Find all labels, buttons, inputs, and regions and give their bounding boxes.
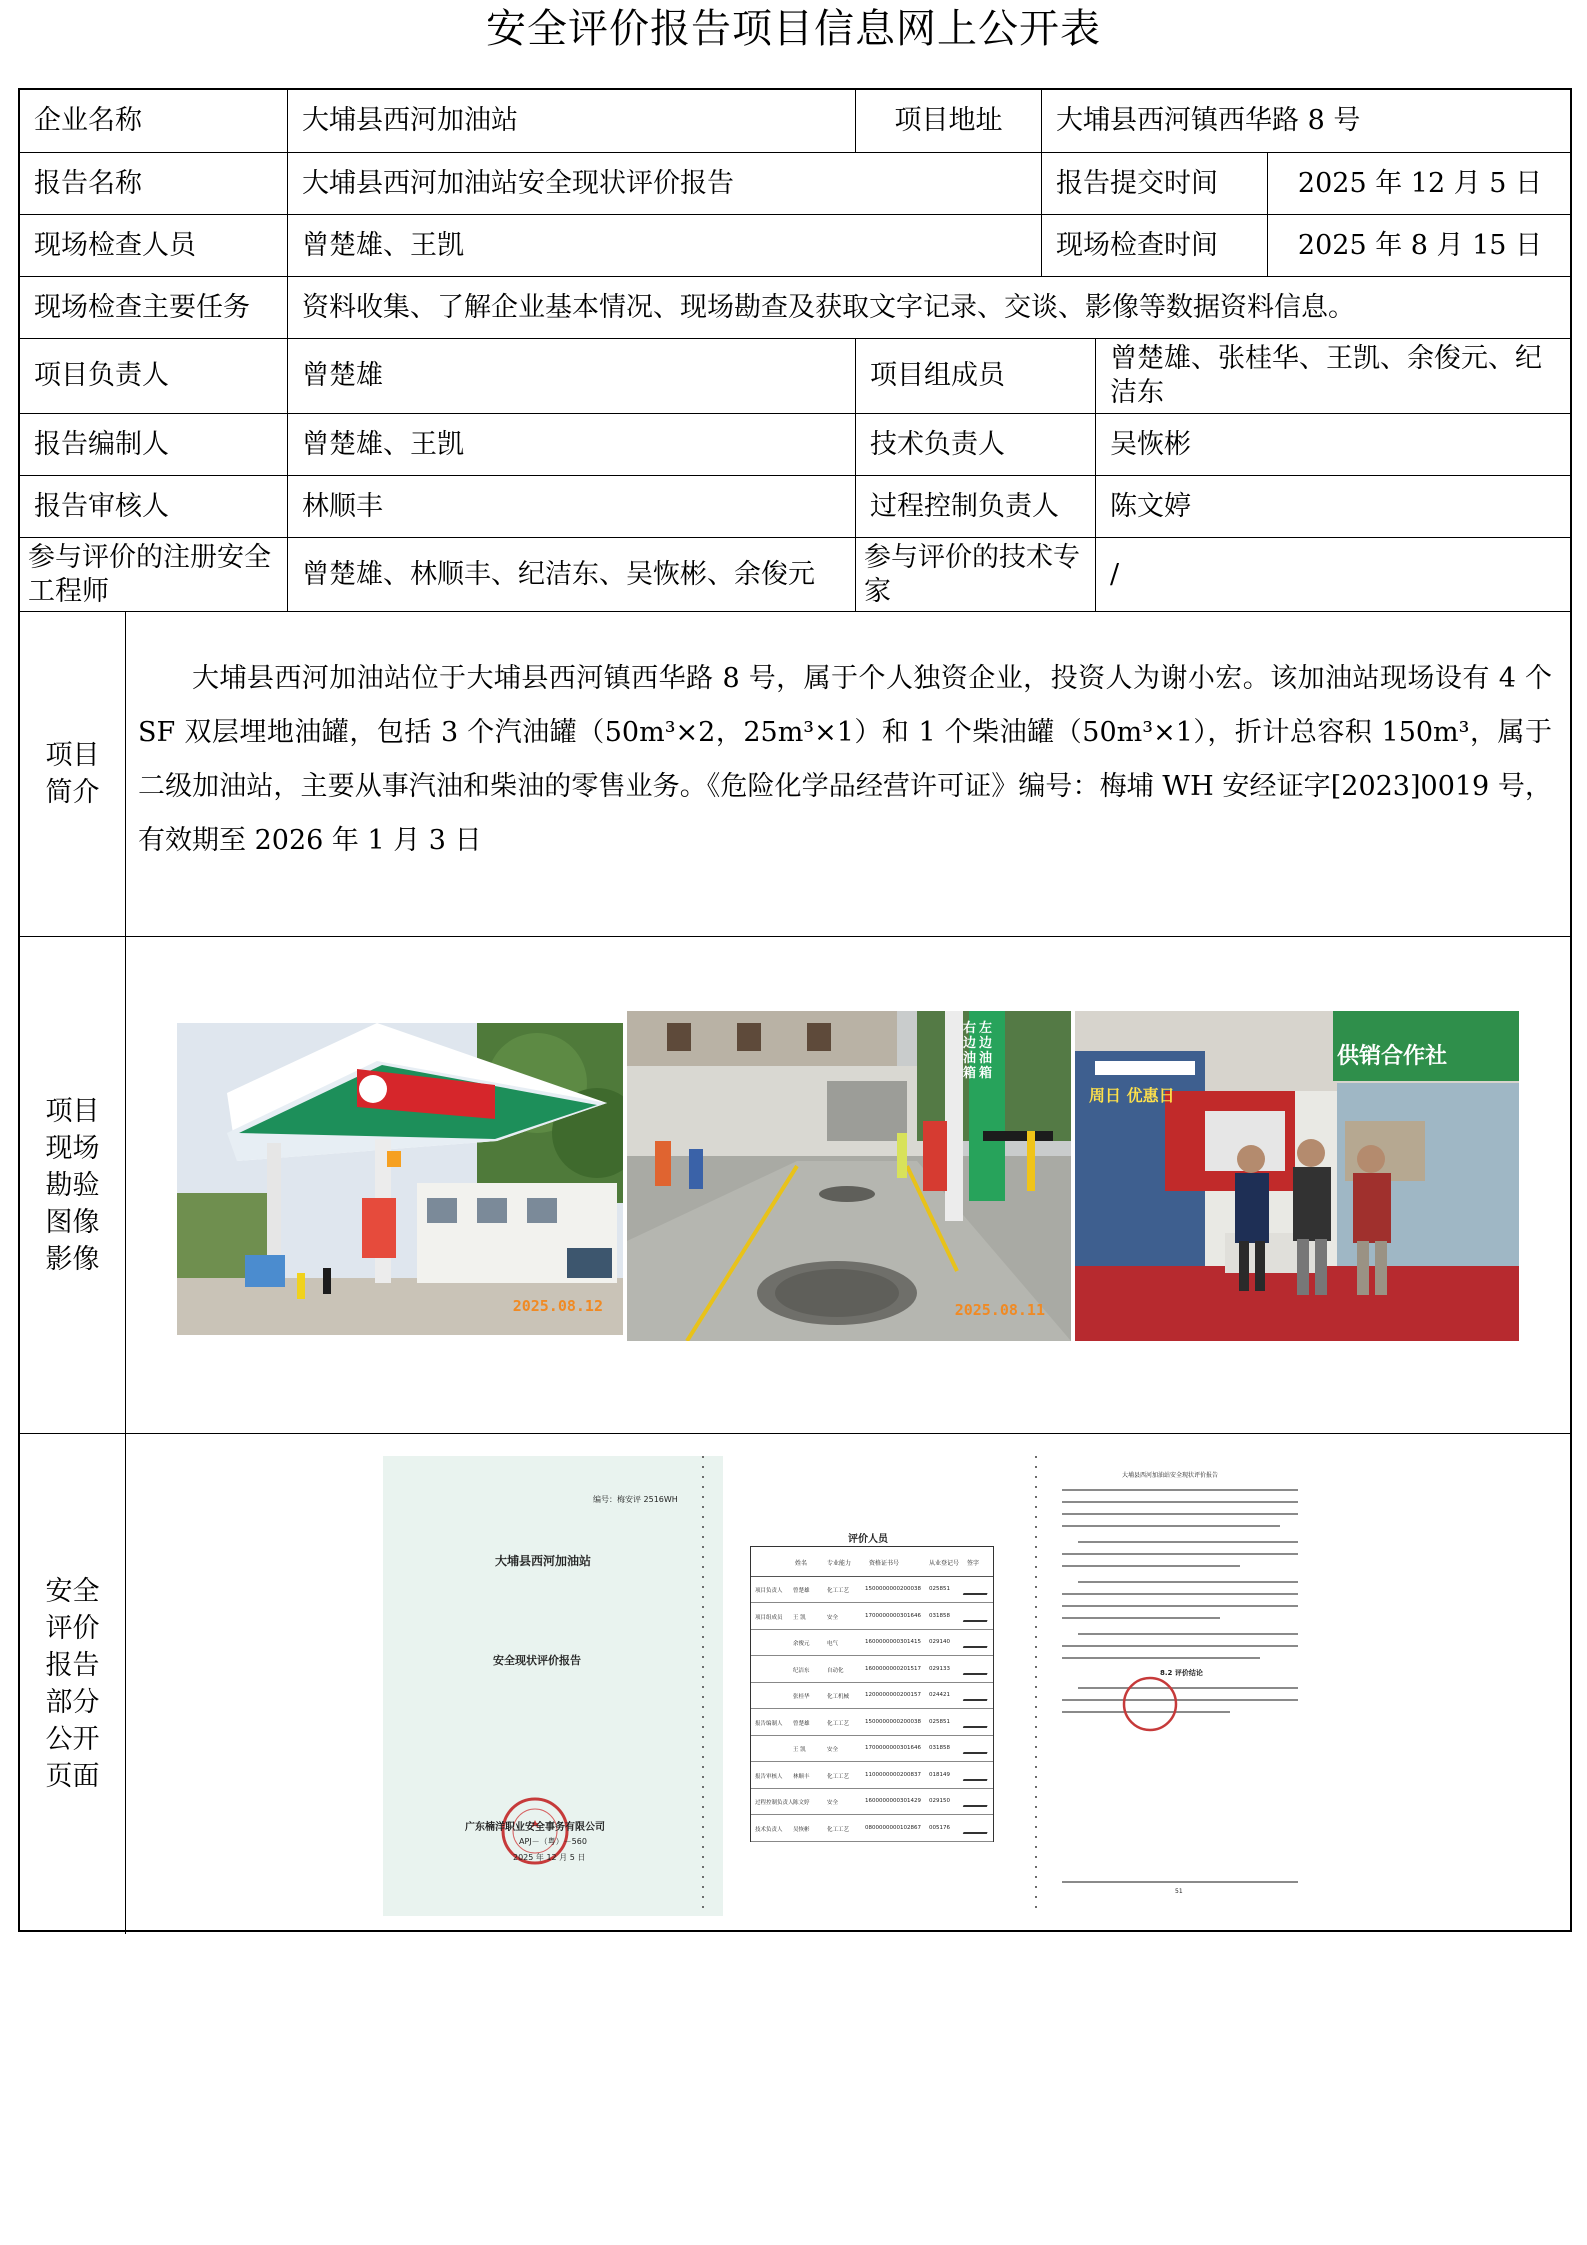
photo2-sign-right: 右边油箱 [963,1021,977,1081]
conclusion-section: 8.2 评价结论 [1160,1669,1203,1677]
page-title: 安全评价报告项目信息网上公开表 [486,6,1101,52]
row-report [20,153,1570,215]
info-table [18,88,1572,1932]
staff-row [751,1816,993,1842]
cover-date: 2025 年 12 月 5 日 [513,1853,586,1862]
staff-cell: 安全 [827,1800,839,1806]
staff-row [751,1763,993,1789]
signature-scribble [963,1663,991,1675]
staff-cell: 吴恢彬 [793,1826,810,1833]
submit-label: 报告提交时间 [1042,153,1268,214]
staff-cell: 1700000000301646 [865,1745,921,1751]
row-reviewer [20,476,1570,538]
tech-value: 吴恢彬 [1110,428,1191,460]
forecourt-image [627,1011,1071,1341]
staff-cell: 电气 [827,1641,839,1647]
address-value: 大埔县西河镇西华路 8 号 [1056,105,1361,136]
submit-value: 2025 年 12 月 5 日 [1297,167,1543,199]
docs-label: 安全评价报告部分公开页面 [20,1434,126,1934]
engineers-label: 参与评价的注册安全工程师 [20,538,288,611]
staff-row [751,1789,993,1815]
company-label: 企业名称 [20,90,288,152]
tech-label: 技术负责人 [856,414,1096,475]
staff-cell: 林顺丰 [793,1773,810,1780]
task-label: 现场检查主要任务 [20,277,288,338]
staff-cell: 陈文婷 [793,1800,810,1806]
experts-label: 参与评价的技术专家 [856,538,1096,611]
address-label: 项目地址 [856,90,1042,152]
row-leader [20,339,1570,414]
shop-sign-text: 供销合作社 [1337,1044,1448,1069]
staff-row [751,1736,993,1762]
staff-cell: 1600000000301415 [865,1639,921,1645]
photo2-sign-left: 左边油箱 [979,1021,993,1081]
staff-cell: 029133 [929,1665,950,1672]
staff-cell: 张桂华 [793,1694,810,1700]
row-engineers [20,538,1570,612]
signature-scribble [963,1742,991,1754]
intro-text: 大埔县西河加油站位于大埔县西河镇西华路 8 号，属于个人独资企业，投资人为谢小宏。该加油站现场设有 4 个 SF 双层埋地油罐，包括 3 个汽油罐（50m³×2，25m³×1）和 1 个柴油罐（50m³×1），折计总容积 150m³，属于二级加油站，主要从事汽油和柴油的零售业务。《危险化学品经营许可证》编号：梅埔 WH 安经证字[2023]0019 号，有效期至 2026 年 1 月 3 日 [138,663,1552,856]
report-staff-page [732,1456,1018,1916]
staff-cell: 024421 [929,1692,950,1698]
inspect-time-value: 2025 年 8 月 15 日 [1297,229,1543,261]
staff-col-skill: 专业能力 [827,1560,852,1567]
staff-cell: 曾楚雄 [793,1720,810,1727]
photo-station-canopy [177,1023,623,1335]
signature-scribble [963,1769,991,1781]
intro-label: 项目简介 [20,612,126,936]
staff-cell: 1600000000301429 [865,1798,921,1804]
task-value: 资料收集、了解企业基本情况、现场勘查及获取文字记录、交谈、影像等数据资料信息。 [302,291,1355,323]
staff-cell: 1100000000200837 [865,1771,921,1778]
staff-table [750,1546,994,1842]
row-photos [20,937,1570,1434]
signature-scribble [963,1822,991,1834]
signature-scribble [963,1583,991,1595]
staff-col-sign: 签字 [967,1560,980,1567]
inspectors-image [1075,1011,1519,1341]
staff-cell: 报告编制人 [755,1720,783,1727]
row-company [20,90,1570,153]
cover-texture [383,1456,723,1916]
staff-cell: 过程控制负责人 [755,1800,794,1806]
staff-cell: 王 凯 [793,1747,806,1753]
row-inspector [20,215,1570,277]
experts-value: / [1110,558,1120,590]
signature-scribble [963,1795,991,1807]
staff-cell: 项目负责人 [755,1588,783,1594]
report-value: 大埔县西河加油站安全现状评价报告 [288,153,1042,214]
cover-org: 广东楠洋职业安全事务有限公司 [465,1822,605,1833]
cover-number: 编号：梅安评 2516WH [593,1495,678,1504]
staff-cell: 自动化 [827,1667,844,1674]
author-value: 曾楚雄、王凯 [288,414,856,475]
reviewer-label: 报告审核人 [20,476,288,537]
staff-cell: 化工工艺 [827,1720,850,1727]
staff-cell: 技术负责人 [755,1826,783,1833]
staff-cell: 0800000000102867 [865,1824,921,1831]
staff-col-reg: 从业登记号 [929,1560,960,1567]
photo2-date-stamp: 2025.08.11 [954,1301,1045,1319]
inspector-value: 曾楚雄、王凯 [288,215,1042,276]
staff-cell: 纪洁东 [793,1667,810,1674]
staff-cell: 1700000000301646 [865,1612,921,1619]
photo-inspectors [1075,1011,1519,1341]
inspect-time-label: 现场检查时间 [1042,215,1268,276]
staff-cell: 安全 [827,1747,839,1753]
report-cover-page [383,1456,723,1916]
staff-cell: 化工工艺 [827,1588,850,1594]
signature-scribble [963,1610,991,1622]
staff-col-name: 姓名 [795,1560,808,1567]
photos-label: 项目现场勘验图像影像 [20,937,126,1433]
staff-col-cert: 资格证书号 [869,1560,900,1567]
staff-cell: 安全 [827,1614,839,1621]
signature-scribble [963,1636,991,1648]
staff-cell: 1500000000200038 [865,1586,921,1592]
staff-heading: 评价人员 [848,1534,888,1545]
row-author [20,414,1570,476]
inspector-label: 现场检查人员 [20,215,288,276]
process-value: 陈文婷 [1110,490,1191,522]
staff-cell: 项目组成员 [755,1614,783,1621]
reviewer-value: 林顺丰 [288,476,856,537]
staff-row [751,1683,993,1709]
staff-cell: 报告审核人 [755,1773,783,1780]
staff-cell: 025851 [929,1586,950,1592]
signature-scribble [963,1716,991,1728]
staff-row [751,1710,993,1736]
company-value: 大埔县西河加油站 [288,90,856,152]
cover-code: APJ－（粤）－560 [519,1837,587,1846]
author-label: 报告编制人 [20,414,288,475]
staff-cell: 余俊元 [793,1641,810,1647]
row-intro [20,612,1570,937]
staff-cell: 031858 [929,1745,950,1751]
staff-cell: 化工工艺 [827,1826,850,1833]
staff-cell: 1600000000201517 [865,1665,921,1672]
staff-cell: 018149 [929,1771,950,1778]
leader-value: 曾楚雄 [288,339,856,413]
leader-label: 项目负责人 [20,339,288,413]
staff-row [751,1577,993,1603]
conclusion-header: 大埔县西河加油站安全现状评价报告 [1122,1472,1219,1479]
staff-cell: 王 凯 [793,1614,806,1621]
signature-scribble [963,1689,991,1701]
staff-cell: 031858 [929,1612,950,1619]
engineers-value: 曾楚雄、林顺丰、纪洁东、吴恢彬、余俊元 [288,538,856,611]
staff-cell: 025851 [929,1718,950,1725]
shop-banner-text: 周日 优惠日 [1089,1086,1175,1105]
staff-cell: 029150 [929,1798,950,1804]
photo-forecourt [627,1011,1071,1341]
staff-row [751,1657,993,1683]
staff-table-header [751,1547,993,1577]
photo1-date-stamp: 2025.08.12 [512,1297,603,1315]
members-label: 项目组成员 [856,339,1096,413]
staff-cell: 1200000000200157 [865,1692,921,1698]
staff-cell: 029140 [929,1639,950,1645]
cover-report-title: 安全现状评价报告 [493,1654,581,1667]
staff-cell: 1500000000200038 [865,1718,921,1725]
staff-row [751,1604,993,1630]
staff-cell: 化工机械 [827,1694,850,1700]
staff-cell: 化工工艺 [827,1773,850,1780]
staff-cell: 005176 [929,1824,950,1831]
staff-row [751,1630,993,1656]
report-conclusion-page [1030,1456,1330,1916]
station-canopy-image [177,1023,623,1335]
row-docs [20,1434,1570,1934]
conclusion-page-number: 51 [1175,1888,1183,1895]
cover-company: 大埔县西河加油站 [495,1554,592,1568]
conclusion-text-lines [1030,1456,1330,1916]
members-value: 曾楚雄、张桂华、王凯、余俊元、纪洁东 [1110,343,1542,408]
process-label: 过程控制负责人 [856,476,1096,537]
report-label: 报告名称 [20,153,288,214]
staff-cell: 曾楚雄 [793,1588,810,1594]
row-task [20,277,1570,339]
